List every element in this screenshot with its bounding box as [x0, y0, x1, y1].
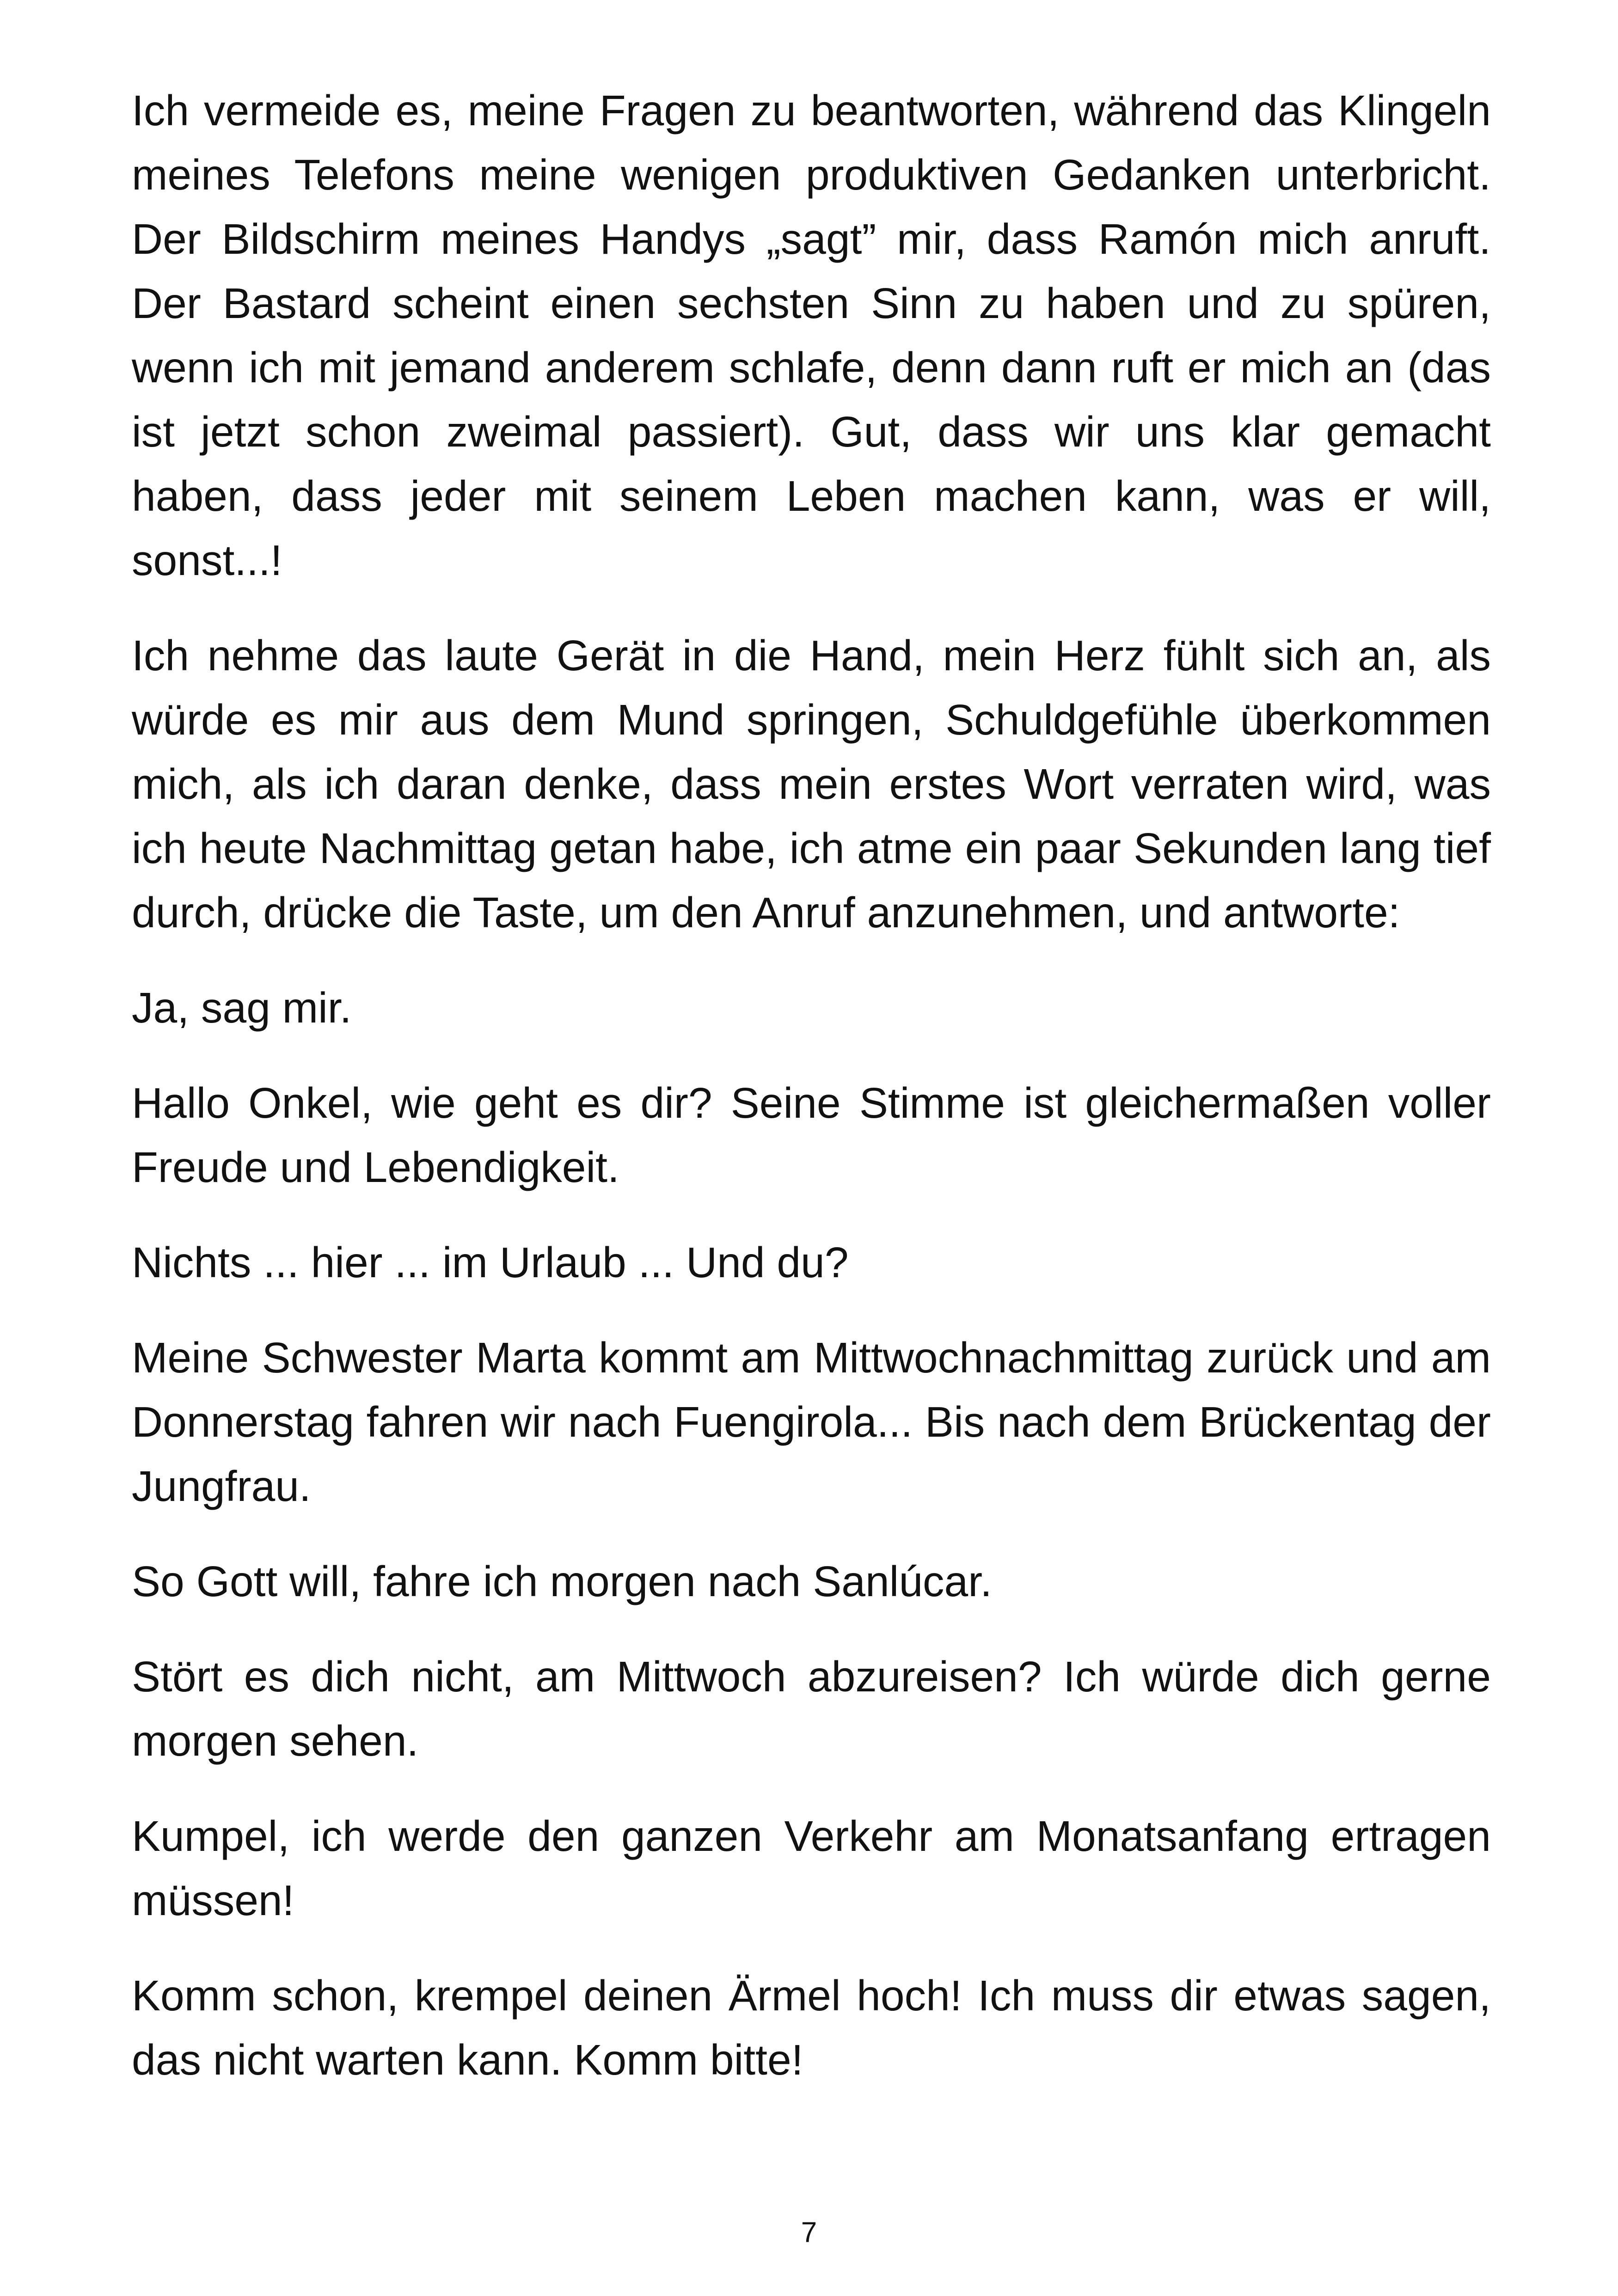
body-text [132, 79, 1491, 2123]
paragraph-7: So Gott will, fahre ich morgen nach Sanlúcar. [132, 1557, 992, 1605]
paragraph-10: Komm schon, krempel deinen Ärmel hoch! Ich muss dir etwas sagen, das nicht warten kann. Komm bitte! [132, 1971, 1491, 2084]
paragraph-2: Ich nehme das laute Gerät in die Hand, mein Herz fühlt sich an, als würde es mir aus dem Mund springen, Schuldgefühle überkommen mich, als ich daran denke, dass mein erstes Wort verraten wird, was ich heute Nachmittag getan habe, ich atme ein paar Sekunden lang tief durch, drücke die Taste, um den Anruf anzunehmen, und antworte: [132, 631, 1491, 937]
paragraph-6: Meine Schwester Marta kommt am Mittwochnachmittag zurück und am Donnerstag fahren wir nach Fuengirola... Bis nach dem Brückentag der Jungfrau. [132, 1334, 1491, 1510]
paragraph-9: Kumpel, ich werde den ganzen Verkehr am Monatsanfang ertragen müssen! [132, 1812, 1491, 1924]
paragraph-8: Stört es dich nicht, am Mittwoch abzureisen? Ich würde dich gerne morgen sehen. [132, 1653, 1491, 1765]
paragraph-3: Ja, sag mir. [132, 984, 352, 1032]
paragraph-4: Hallo Onkel, wie geht es dir? Seine Stimme ist gleichermaßen voller Freude und Lebendigkeit. [132, 1079, 1491, 1191]
page-number: 7 [801, 2216, 817, 2248]
paragraph-1: Ich vermeide es, meine Fragen zu beantworten, während das Klingeln meines Telefons meine wenigen produktiven Gedanken unterbricht. Der Bildschirm meines Handys „sagt” mir, dass Ramón mich anruft. Der Bastard scheint einen sechsten Sinn zu haben und zu spüren, wenn ich mit jemand anderem schlafe, denn dann ruft er mich an (das ist jetzt schon zweimal passiert). Gut, dass wir uns klar gemacht haben, dass jeder mit seinem Leben machen kann, was er will, sonst...! [132, 86, 1491, 584]
paragraph-5: Nichts ... hier ... im Urlaub ... Und du? [132, 1238, 849, 1286]
